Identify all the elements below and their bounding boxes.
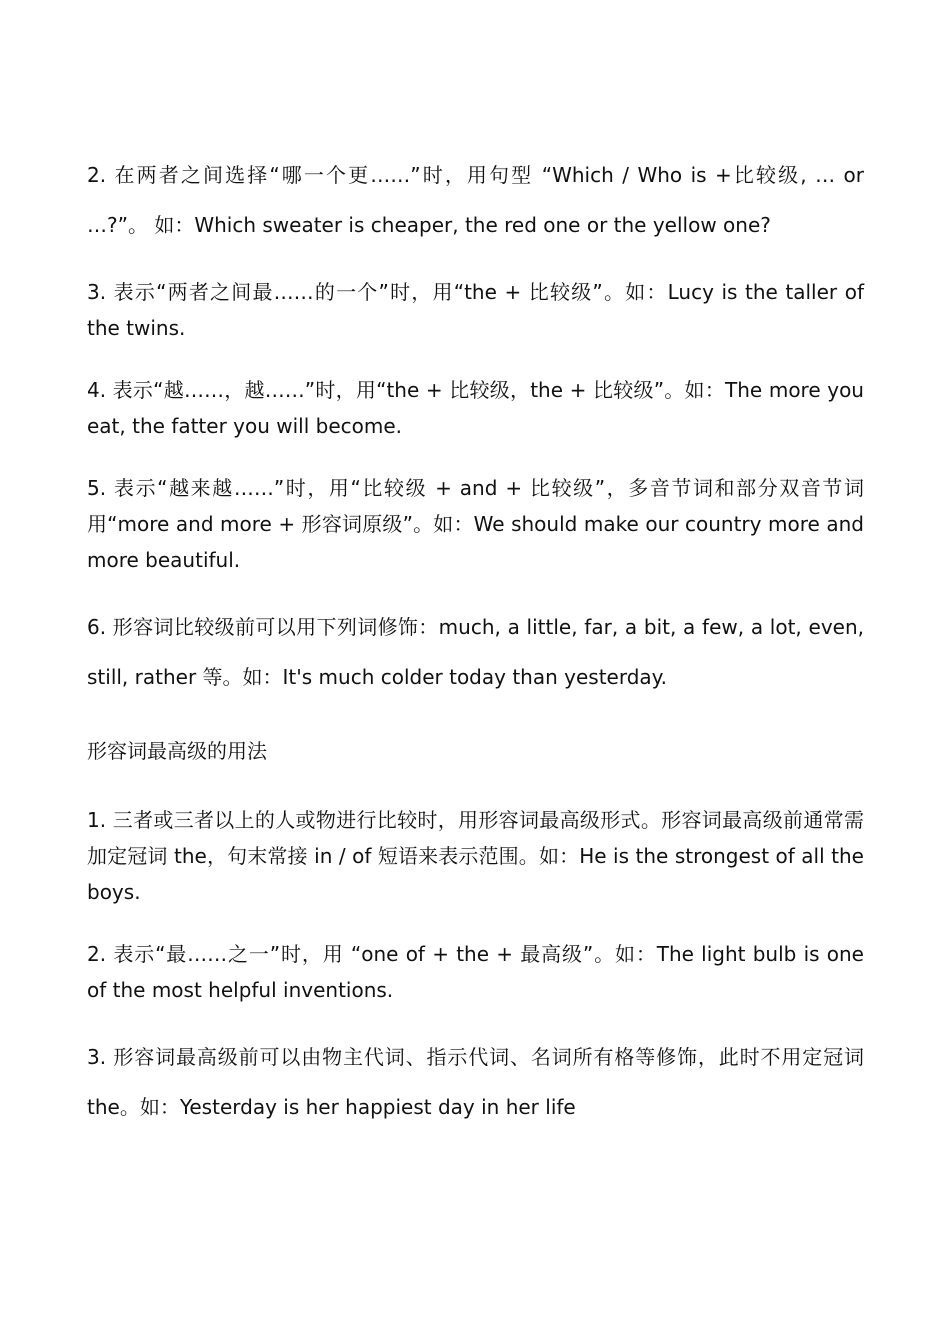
paragraph-comparative-modifiers: 6. 形容词比较级前可以用下列词修饰：much, a little, far, a bit, a few, a lot, even, still, rather 等。如：It's much colder today than yesterday. bbox=[87, 615, 864, 689]
paragraph-superlative-basic: 1. 三者或三者以上的人或物进行比较时，用形容词最高级形式。形容词最高级前通常需加定冠词 the，句末常接 in / of 短语来表示范围。如：He is the strongest of all the boys. bbox=[87, 808, 864, 904]
paragraph-the-more-the-more: 4. 表示“越……，越……”时，用“the + 比较级，the + 比较级”。如：The more you eat, the fatter you will become. bbox=[87, 378, 864, 438]
document-page bbox=[87, 150, 864, 1132]
paragraph-more-and-more: 5. 表示“越来越……”时，用“比较级 + and + 比较级”，多音节词和部分双音节词用“more and more + 形容词原级”。如：We should make our country more and more beautiful. bbox=[87, 476, 864, 572]
paragraph-comparative-of-two: 3. 表示“两者之间最……的一个”时，用“the + 比较级”。如：Lucy is the taller of the twins. bbox=[87, 280, 864, 340]
paragraph-one-of-the: 2. 表示“最……之一”时，用 “one of + the + 最高级”。如：The light bulb is one of the most helpful inventions. bbox=[87, 942, 864, 1002]
section-heading-superlative: 形容词最高级的用法 bbox=[87, 739, 267, 763]
paragraph-superlative-possessive: 3. 形容词最高级前可以由物主代词、指示代词、名词所有格等修饰，此时不用定冠词 the。如：Yesterday is her happiest day in her life bbox=[87, 1045, 864, 1119]
paragraph-comparative-choice: 2. 在两者之间选择“哪一个更……”时，用句型 “Which / Who is +比较级, … or …?”。 如：Which sweater is cheaper, the red one or the yellow one? bbox=[87, 163, 864, 237]
